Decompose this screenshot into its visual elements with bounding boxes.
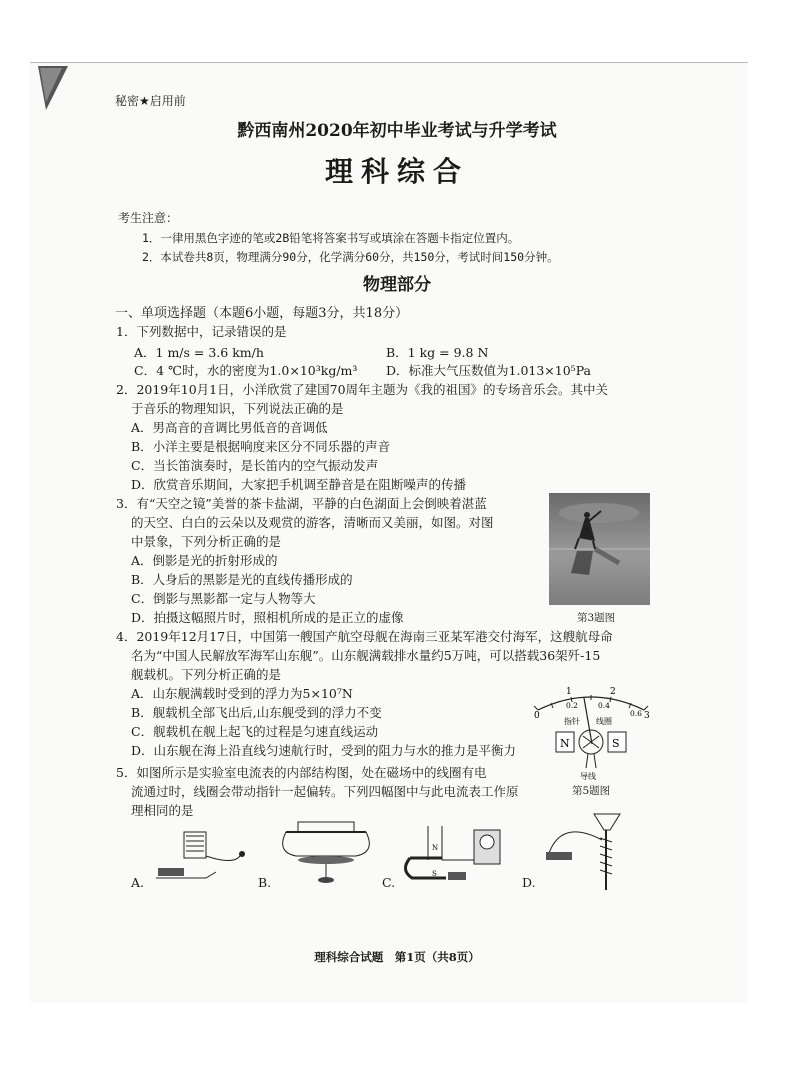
notice-item: 2．本试卷共8页，物理满分90分，化学满分60分，共150分，考试时间150分钟。 [142,250,559,264]
question-3-stem-cont: 中景象，下列分析正确的是 [131,534,282,549]
notice-item: 1．一律用黑色字迹的笔或2B铅笔将答案书写或填涂在答题卡指定位置内。 [142,231,520,245]
question-3-stem: 3．有“天空之镜”美誉的茶卡盐湖，平静的白色湖面上会倒映着湛蓝 [116,496,487,511]
part-title: 物理部分 [363,275,431,295]
q4-option-a: A．山东舰满载时受到的浮力为5×10⁷N [131,686,353,701]
q5-choice-d-label: D. [522,875,536,890]
q5-choice-c-label: C. [382,875,396,890]
question-5-stem-cont: 流通过时，线圈会带动指针一起偏转。下列四幅图中与此电流表工作原 [131,784,519,799]
question-5-stem: 5．如图所示是实验室电流表的内部结构图，处在磁场中的线圈有电 [116,765,487,780]
meter-wire-label: 导线 [580,772,596,780]
section-heading: 一、单项选择题（本题6小题，每题3分，共18分） [115,306,409,321]
meter-subtick-06: 0.6 [630,709,642,718]
q1-option-a: A．1 m/s = 3.6 km/h [134,345,264,360]
meter-coil-label: 线圈 [596,717,612,726]
question-2-stem-cont: 于音乐的物理知识，下列说法正确的是 [131,401,344,416]
q4-option-d: D．山东舰在海上沿直线匀速航行时，受到的阻力与水的推力是平衡力 [131,743,517,758]
salt-lake-photo [549,493,650,605]
question-1-stem: 1．下列数据中，记录错误的是 [116,324,287,339]
question-2-stem: 2．2019年10月1日，小洋欣赏了建国70周年主题为《我的祖国》的专场音乐会。其中关 [116,382,609,397]
q2-option-d: D．欣赏音乐期间，大家把手机调至静音是在阻断噪声的传播 [131,477,467,492]
question-5-stem-cont: 理相同的是 [131,803,194,818]
q2-option-c: C．当长笛演奏时，是长笛内的空气振动发声 [131,458,379,473]
q5-choice-b-label: B. [258,875,272,890]
q5-figure-caption: 第5题图 [572,785,611,797]
meter-tick-2: 2 [610,687,616,697]
q3-option-d: D．拍摄这幅照片时，照相机所成的是正立的虚像 [131,610,404,625]
speaker-coil-figure [540,808,630,894]
magnet-s-label: S [612,737,620,750]
q3-option-c: C．倒影与黑影都一定与人物等大 [131,591,316,606]
q4-option-b: B．舰载机全部飞出后,山东舰受到的浮力不变 [131,705,382,720]
magnet-n-label: N [560,737,570,750]
q3-option-a: A．倒影是光的折射形成的 [131,553,278,568]
question-4-stem: 4．2019年12月17日，中国第一艘国产航空母舰在海南三亚某军港交付海军，这艘航母命 [116,629,613,644]
question-4-stem-cont: 名为“中国人民解放军海军山东舰”。山东舰满载排水量约5万吨，可以搭载36架歼-15 [131,648,601,663]
fig-c-s-label: S [432,870,437,878]
motor-rail-figure [398,820,508,890]
meter-subtick-02: 0.2 [566,701,578,710]
q1-option-c: C．4 ℃时，水的密度为1.0×10³kg/m³ [134,363,358,378]
notice-heading: 考生注意： [118,211,179,225]
electromagnet-circuit-figure [146,826,246,890]
question-3-stem-cont: 的天空、白白的云朵以及观赏的游客，清晰而又美丽，如图。对图 [131,515,494,530]
meter-tick-0: 0 [534,711,540,721]
secret-label: 秘密★启用前 [115,94,186,108]
meter-tick-3: 3 [644,711,650,721]
compass-current-figure [276,812,376,888]
q2-option-b: B．小洋主要是根据响度来区分不同乐器的声音 [131,439,391,454]
q1-option-b: B．1 kg = 9.8 N [386,345,489,360]
q2-option-a: A．男高音的音调比男低音的音调低 [131,420,328,435]
ammeter-structure-diagram [526,686,656,780]
exam-title: 黔西南州2020年初中毕业考试与升学考试 [237,121,557,141]
q4-option-c: C．舰载机在舰上起飞的过程是匀速直线运动 [131,724,379,739]
q5-choice-a-label: A. [131,875,145,890]
q1-option-d: D．标准大气压数值为1.013×10⁵Pa [386,363,591,378]
staple-corner-icon [38,66,68,110]
fig-c-n-label: N [432,844,439,852]
page-footer: 理科综合试题 第1页（共8页） [314,950,480,964]
meter-tick-1: 1 [566,687,572,697]
meter-pointer-label: 指针 [564,717,580,726]
question-4-stem-cont: 舰载机。下列分析正确的是 [131,667,282,682]
subject-title: 理科综合 [324,155,469,188]
meter-subtick-04: 0.4 [598,701,610,710]
q3-option-b: B．人身后的黑影是光的直线传播形成的 [131,572,353,587]
q3-figure-caption: 第3题图 [577,612,616,624]
